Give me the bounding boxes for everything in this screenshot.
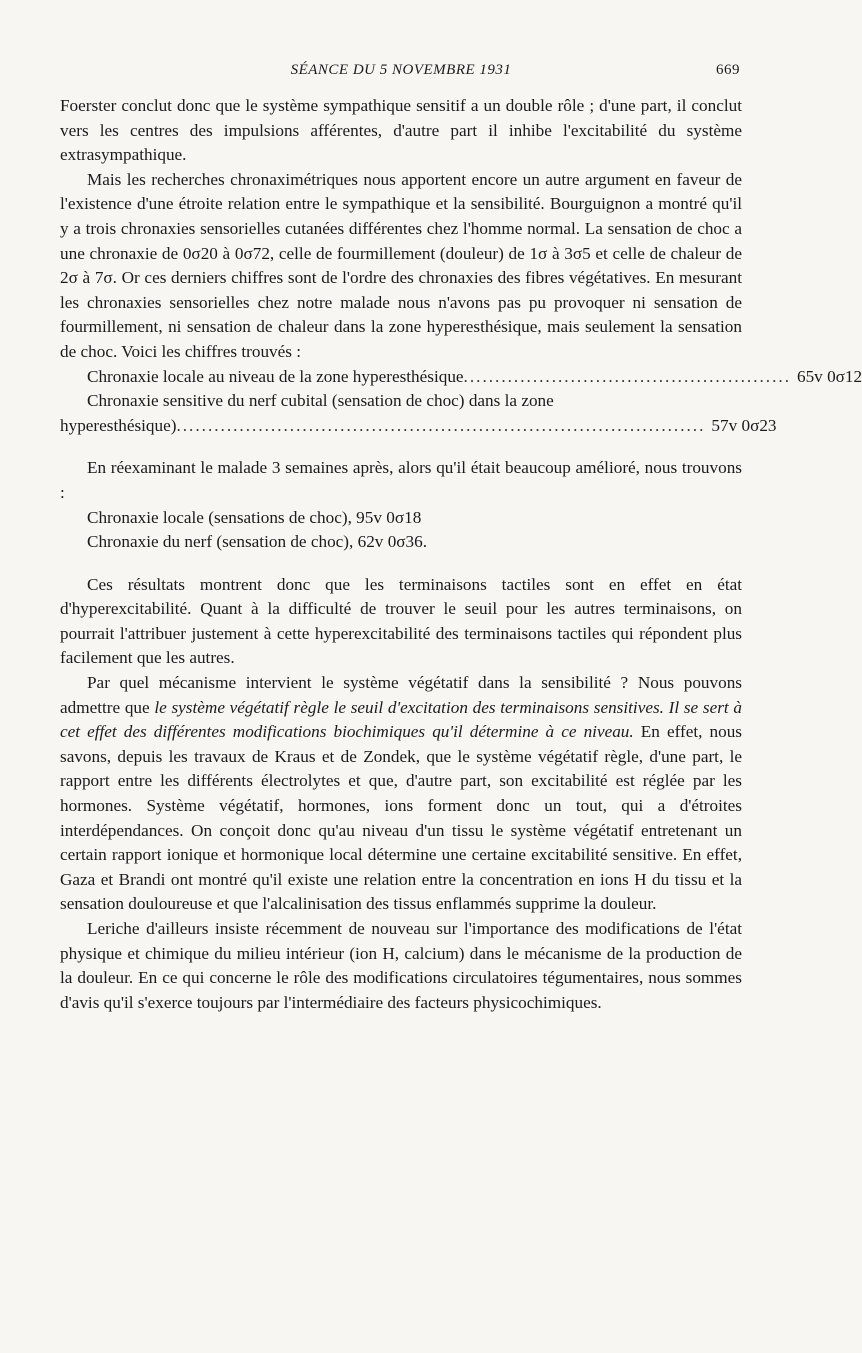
measurement-row-4: Chronaxie du nerf (sensation de choc), 62v 0σ36. <box>87 532 428 552</box>
paragraph-2: Mais les recherches chronaximétriques nous apportent encore un autre argument en faveur de l'existence d'une étroite relation entre le sympathique et la sensibilité. Bourguignon a montré qu'il y a trois chronaxies sensorielles cutanées différentes chez l'homme normal. La sensation de choc a une chronaxie de 0σ20 à 0σ72, celle de fourmillement (douleur) de 1σ à 3σ5 et celle de chaleur de 2σ à 7σ. Or ces derniers chiffres sont de l'ordre des chronaxies des fibres végétatives. En mesurant les chronaxies sensorielles chez notre malade nous n'avons pas pu provoquer ni sensation de fourmillement, ni sensation de chaleur dans la zone hyperesthésique, mais seulement la sensation de choc. Voici les chiffres trouvés : <box>60 169 742 361</box>
paragraph-5-end: En effet, nous savons, depuis les travaux de Kraus et de Zondek, que le système végétatif règle, d'une part, le rapport entre les différents électrolytes et que, d'autre part, son excitabilité est réglée par les hormones. Système végétatif, hormones, ions forment donc un tout, qui a d'étroites interdépendances. On conçoit donc qu'au niveau d'un tissu le système végétatif entretenant un certain rapport ionique et hormonique local détermine une certaine excitabilité sensitive. En effet, Gaza et Brandi ont montré qu'il existe une relation entre la concentration en ions H du tissu et la sensation douloureuse et que l'alcalinisation des tissus enflammés supprime la douleur. <box>60 722 742 914</box>
measurement-label: Chronaxie locale au niveau de la zone hyperesthésique <box>87 366 464 386</box>
page-number: 669 <box>716 62 740 78</box>
paragraph-4: Ces résultats montrent donc que les terminaisons tactiles sont en effet en état d'hyperexcitabilité. Quant à la difficulté de trouver le seuil pour les autres terminaisons, on pourrait l'attribuer justement à cette hyperexcitabilité des terminaisons tactiles qui répondent plus facilement que les autres. <box>60 574 742 668</box>
running-title: SÉANCE DU 5 NOVEMBRE 1931 <box>290 62 512 78</box>
dot-leader: .................................................................................... <box>176 415 706 435</box>
measurement-label: hyperesthésique) <box>60 415 177 435</box>
paragraph-6: Leriche d'ailleurs insiste récemment de nouveau sur l'importance des modifications de l'état physique et chimique du milieu intérieur (ion H, calcium) dans le mécanisme de la production de la douleur. En ce qui concerne le rôle des modifications circulatoires tégumentaires, nous sommes d'avis qu'il s'exerce toujours par l'intermédiaire des facteurs physicochimiques. <box>60 919 742 1012</box>
paragraph-5 <box>60 671 742 917</box>
running-header <box>60 62 742 84</box>
measurement-row-3: Chronaxie locale (sensations de choc), 95v 0σ18 <box>87 507 422 527</box>
measurement-row-2 <box>60 414 777 439</box>
paragraph-5-start: Par quel mécanisme intervient le système végétatif dans la sensibilité ? Nous pouvons admettre que <box>60 673 742 717</box>
measurement-value: 65v 0σ12 <box>796 366 862 386</box>
measurement-value: 57v 0σ23 <box>711 415 777 435</box>
body-text <box>60 94 862 1015</box>
measurement-row-2-line-1: Chronaxie sensitive du nerf cubital (sensation de choc) dans la zone <box>87 391 554 411</box>
measurement-row-1 <box>87 365 862 390</box>
paragraph-5-italic: le système végétatif règle le seuil d'excitation des terminaisons sensitives. Il se sert à cet effet des différentes modifications biochimiques qu'il détermine à ce niveau. <box>60 697 742 742</box>
dot-leader: .................................................... <box>463 366 791 386</box>
paragraph-3: En réexaminant le malade 3 semaines après, alors qu'il était beaucoup amélioré, nous trouvons : <box>60 458 742 502</box>
paragraph-1: Foerster conclut donc que le système sympathique sensitif a un double rôle ; d'une part, il conclut vers les centres des impulsions afférentes, d'autre part il inhibe l'excitabilité du système extrasympathique. <box>60 96 742 165</box>
